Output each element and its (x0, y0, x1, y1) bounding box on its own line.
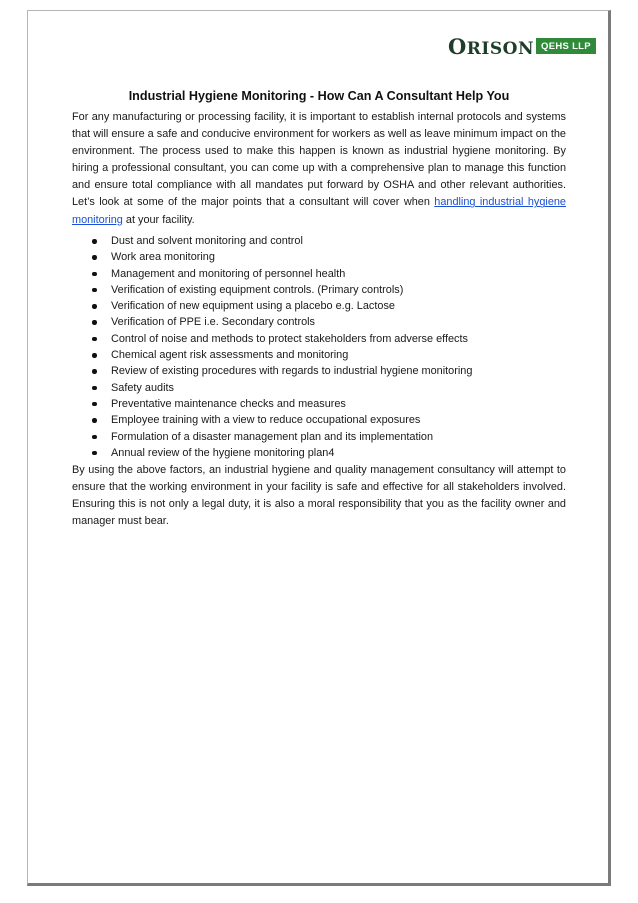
logo-wordmark (448, 34, 534, 59)
bullet-icon (92, 272, 97, 277)
industrial-hygiene-link[interactable]: handling industrial hygiene monitoring (72, 196, 566, 226)
list-item (72, 233, 566, 249)
company-logo (448, 33, 596, 59)
list-item-text: Employee training with a view to reduce occupational exposures (111, 414, 421, 427)
bullet-icon (92, 337, 97, 342)
bullet-icon (92, 320, 97, 325)
bullet-icon (92, 369, 97, 374)
list-item (72, 347, 566, 363)
logo-initial: O (448, 33, 467, 59)
list-item-text: Chemical agent risk assessments and monitoring (111, 349, 349, 362)
logo-badge: QEHS LLP (536, 38, 596, 54)
list-item-text: Review of existing procedures with regards to industrial hygiene monitoring (111, 365, 473, 378)
list-item (72, 249, 566, 265)
list-item (72, 445, 566, 461)
list-item (72, 429, 566, 445)
list-item (72, 282, 566, 298)
bullet-icon (92, 288, 97, 293)
bullet-icon (92, 239, 97, 244)
monitoring-points-list (72, 233, 566, 461)
list-item (72, 331, 566, 347)
list-item-text: Formulation of a disaster management plan and its implementation (111, 430, 434, 443)
intro-text: For any manufacturing or processing facility, it is important to establish internal protocols and systems that will ensure a safe and conducive environment for workers as well as leave minimum impact on the environment. The process used to make this happen is known as industrial hygiene monitoring. By hiring a professional consultant, you can come up with a comprehensive plan to manage this function and ensure total compliance with all mandates put forward by OSHA and other relevant authorities. Let’s look at some of the major points that a consultant will cover when (72, 111, 566, 209)
list-item-text: Verification of new equipment using a placebo e.g. Lactose (111, 300, 395, 313)
list-item-text: Work area monitoring (111, 251, 215, 264)
intro-paragraph (72, 109, 566, 229)
list-item-text: Control of noise and methods to protect stakeholders from adverse effects (111, 332, 468, 345)
list-item-text: Management and monitoring of personnel health (111, 267, 346, 280)
list-item-text: Annual review of the hygiene monitoring plan4 (111, 446, 335, 459)
bullet-icon (92, 353, 97, 358)
list-item (72, 314, 566, 330)
bullet-icon (92, 451, 97, 456)
list-item-text: Verification of existing equipment controls. (Primary controls) (111, 283, 404, 296)
list-item-text: Verification of PPE i.e. Secondary controls (111, 316, 316, 329)
bullet-icon (92, 255, 97, 260)
list-item-text: Safety audits (111, 381, 174, 394)
list-item (72, 412, 566, 428)
list-item (72, 380, 566, 396)
list-item (72, 396, 566, 412)
document-title: Industrial Hygiene Monitoring - How Can A Consultant Help You (128, 89, 510, 103)
list-item-text: Dust and solvent monitoring and control (111, 235, 303, 247)
conclusion-paragraph: By using the above factors, an industrial hygiene and quality management consultancy will attempt to ensure that the working environment in your facility is safe and effective for all stakeholders involved. Ensuring this is not only a legal duty, it is also a moral responsibility that you as the facility owner and manager must bear. (72, 464, 566, 528)
bullet-icon (92, 435, 97, 440)
bullet-icon (92, 386, 97, 391)
bullet-icon (92, 304, 97, 309)
list-item (72, 363, 566, 379)
list-item (72, 266, 566, 282)
bullet-icon (92, 402, 97, 407)
bullet-icon (92, 418, 97, 423)
intro-text-end: at your facility. (122, 213, 195, 226)
list-item-text: Preventative maintenance checks and measures (111, 397, 346, 410)
list-item (72, 298, 566, 314)
logo-word-rest: RISON (466, 38, 535, 59)
